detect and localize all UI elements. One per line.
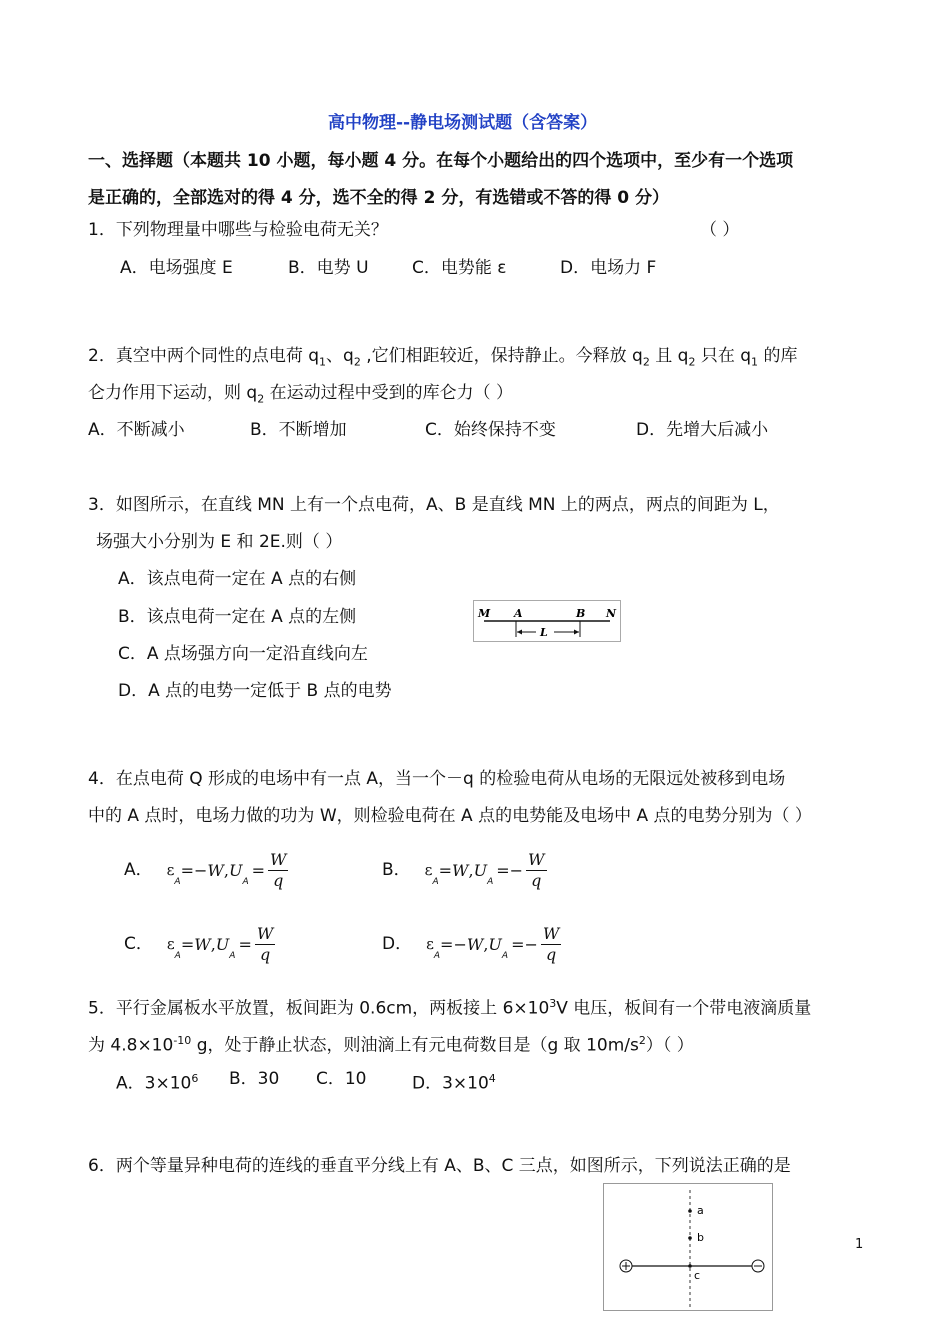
label-n: N [606,607,617,620]
label-c: c [694,1269,701,1282]
q1-stem: 1．下列物理量中哪些与检验电荷无关？ [88,220,388,240]
q3-line-diagram [474,601,620,641]
q3-stem-line1: 3．如图所示，在直线 MN 上有一个点电荷，A、B 是直线 MN 上的两点，两点的间距为 L， [88,495,780,515]
q5-stem-line2: 为 $4.8\times 10^{-10}$ g，处于静止状态，则油滴上有元电荷数目是（g 取 $10m/s^2$）（ ） [88,1034,694,1056]
q1-option-c: C．电势能 ε [412,258,507,278]
q2-option-b: B．不断增加 [250,420,347,440]
q3-option-b: B．该点电荷一定在 A 点的左侧 [118,607,357,627]
q4-option-b: B． ε A = W , U A =− $\frac{W}{q}$ [382,849,545,890]
q2-stem-line1: 2．真空中两个同性的点电荷 $q_1$、$q_2$ ,它们相距较近，保持静止。今释放 $q_2$ 且 $q_2$ 只在 $q_1$ 的库 [88,346,798,369]
label-l: L [540,626,548,639]
q6-figure [603,1183,773,1311]
q2-option-c: C．始终保持不变 [425,420,556,440]
q2-option-d: D．先增大后减小 [636,420,769,440]
q4-option-a: A． ε A =− W , U A = $\frac{W}{q}$ [124,849,287,890]
q2-stem-line2: 仑力作用下运动，则 $q_2$ 在运动过程中受到的库仑力（ ） [88,383,514,406]
q5-option-c: C．10 [316,1069,367,1089]
q5-option-b: B．30 [229,1069,280,1089]
q5-option-a: A．$3\times 10^6$ [116,1072,199,1094]
q3-figure [473,600,621,642]
q3-stem-line2: 场强大小分别为 E 和 2E.则（ ） [96,532,343,552]
q2-option-a: A．不断减小 [88,420,185,440]
label-a: A [514,607,523,620]
section-heading-line1: 一、选择题（本题共 10 小题，每小题 4 分。在每个小题给出的四个选项中，至少有一个选项 [88,151,794,171]
q1-answer-paren: （ ） [700,220,740,240]
q6-stem-line1: 6．两个等量异种电荷的连线的垂直平分线上有 A、B、C 三点，如图所示，下列说法正确的是 [88,1156,791,1176]
label-m: M [478,607,491,620]
q5-option-d: D．$3\times 10^4$ [412,1072,496,1094]
page-number: 1 [855,1237,864,1252]
q4-stem-line2: 中的 A 点时，电场力做的功为 W，则检验电荷在 A 点的电势能及电场中 A 点的电势分别为（ ） [88,806,812,826]
q4-stem-line1: 4．在点电荷 Q 形成的电场中有一点 A，当一个－q 的检验电荷从电场的无限远处被移到电场 [88,769,786,789]
label-b: B [576,607,586,620]
q3-option-d: D．A 点的电势一定低于 B 点的电势 [118,681,392,701]
q5-stem-line1: 5．平行金属板水平放置，板间距为 0.6cm，两板接上 $6\times 10^3V$ 电压，板间有一个带电液滴质量 [88,997,812,1019]
q4-option-c: C． ε A = W , U A = $\frac{W}{q}$ [124,923,274,964]
q1-option-b: B．电势 U [288,258,369,278]
q4-option-d: D． ε A =− W , U A =− $\frac{W}{q}$ [382,923,560,964]
page-title: 高中物理--静电场测试题（含答案） [328,113,598,133]
q3-option-a: A．该点电荷一定在 A 点的右侧 [118,569,357,589]
section-heading-line2: 是正确的，全部选对的得 4 分，选不全的得 2 分，有选错或不答的得 0 分） [88,188,669,208]
q1-option-a: A．电场强度 E [120,258,233,278]
q1-option-d: D．电场力 F [560,258,657,278]
q6-charges-diagram [604,1184,772,1310]
q3-option-c: C．A 点场强方向一定沿直线向左 [118,644,368,664]
label-a: a [697,1204,704,1217]
label-b: b [697,1231,704,1244]
